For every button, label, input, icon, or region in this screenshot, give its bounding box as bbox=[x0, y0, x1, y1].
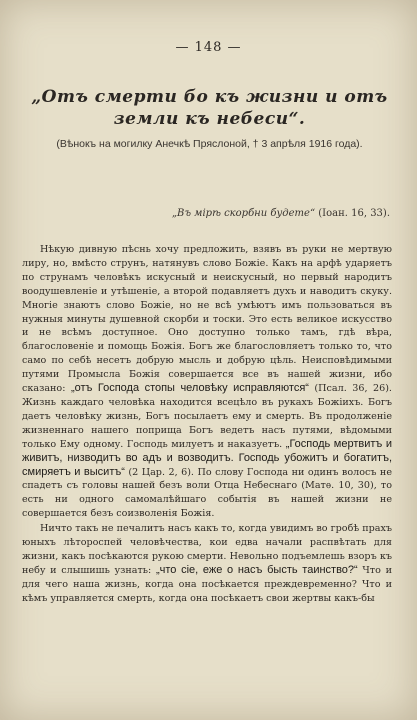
paragraph-text: Ничто такъ не печалитъ насъ какъ то, когда увидимъ во гробѣ прахъ юныхъ лѣтороспей человѣчества, кои едва начали распвѣтать для жизни, какъ посѣкаются рукою смерти. Невольно подъемлешь взоръ къ небу и слышишь узнать: bbox=[22, 523, 392, 576]
epigraph-quote: „Въ мірѣ скорбни будете“ bbox=[171, 208, 316, 219]
paragraph-text: Что и для чего наша жизнь, когда она посѣкается преждевременно? Что и кѣмъ управляется смерть, когда она посѣкаетъ свои жертвы какъ-бы bbox=[22, 564, 392, 604]
paragraph-text: (Псал. 36, 26). Жизнь каждаго человѣка находится всецѣло въ рукахъ Божіихъ. Богъ даетъ человѣку жизнь, Богъ посылаетъ ему и смерть. Въ продолженіе жизненнаго нашего поприща Богъ ведетъ насъ путями, вѣдомыми только Ему одному. Господь милуетъ и наказуетъ. bbox=[22, 383, 392, 450]
scripture-quote: „отъ Господа стопы человѣку исправляются“ bbox=[70, 382, 309, 395]
scripture-quote: „Господь мертвитъ и живитъ, низводитъ во адъ и возводитъ. Господь убожитъ и богатитъ, смиряетъ и выситъ“ bbox=[22, 437, 392, 478]
article-title: „Отъ смерти бо къ жизни и отъ земли къ небеси“. bbox=[31, 87, 388, 129]
paragraph bbox=[22, 243, 392, 521]
article-body bbox=[22, 243, 392, 606]
scripture-quote: „что сіе, еже о насъ бысть таинство?“ bbox=[155, 563, 358, 576]
epigraph bbox=[120, 208, 390, 219]
epigraph-source: (Іоан. 16, 33). bbox=[318, 208, 390, 219]
article-subtitle: (Вѣнокъ на могилку Анечкѣ Пряслоной, † 3 апрѣля 1916 года). bbox=[56, 138, 363, 150]
paragraph-text: (2 Цар. 2, 6). По слову Господа ни одинъ волосъ не спадетъ съ головы нашей безъ воли Отца Небеснаго (Матѳ. 10, 30), то есть ни одного самомалѣйшаго событія въ нашей жизни не совершается безъ соизволенія Божія. bbox=[22, 466, 392, 520]
paragraph bbox=[22, 522, 392, 605]
paragraph-text: Нѣкую дивную пѣснь хочу предложить, взявъ въ руки не мертвую лиру, но, вмѣсто струнъ, натянувъ слово Божіе. Какъ на арфѣ ударяетъ по струнамъ человѣкъ искусный и неискусный, но первый народитъ воодушевленіе и утѣшеніе, а второй подавляетъ духъ и наводитъ скуку. Многіе знаютъ слово Божіе, но не всѣ умѣютъ имъ пользоваться въ нужныя минуты душевной скорби и тоски. Это есть великое искусство и не всѣмъ доступное. Оно доступно только тамъ, гдѣ вѣра, благословеніе и помощь Божія. Богъ же благословляетъ только то, что само по себѣ несетъ добрую мысль и добрую цѣль. Неисповѣдимыми путями Промысла Божія совершается все въ нашей жизни, ибо сказано: bbox=[22, 244, 392, 395]
page-number: — 148 — bbox=[175, 40, 242, 55]
